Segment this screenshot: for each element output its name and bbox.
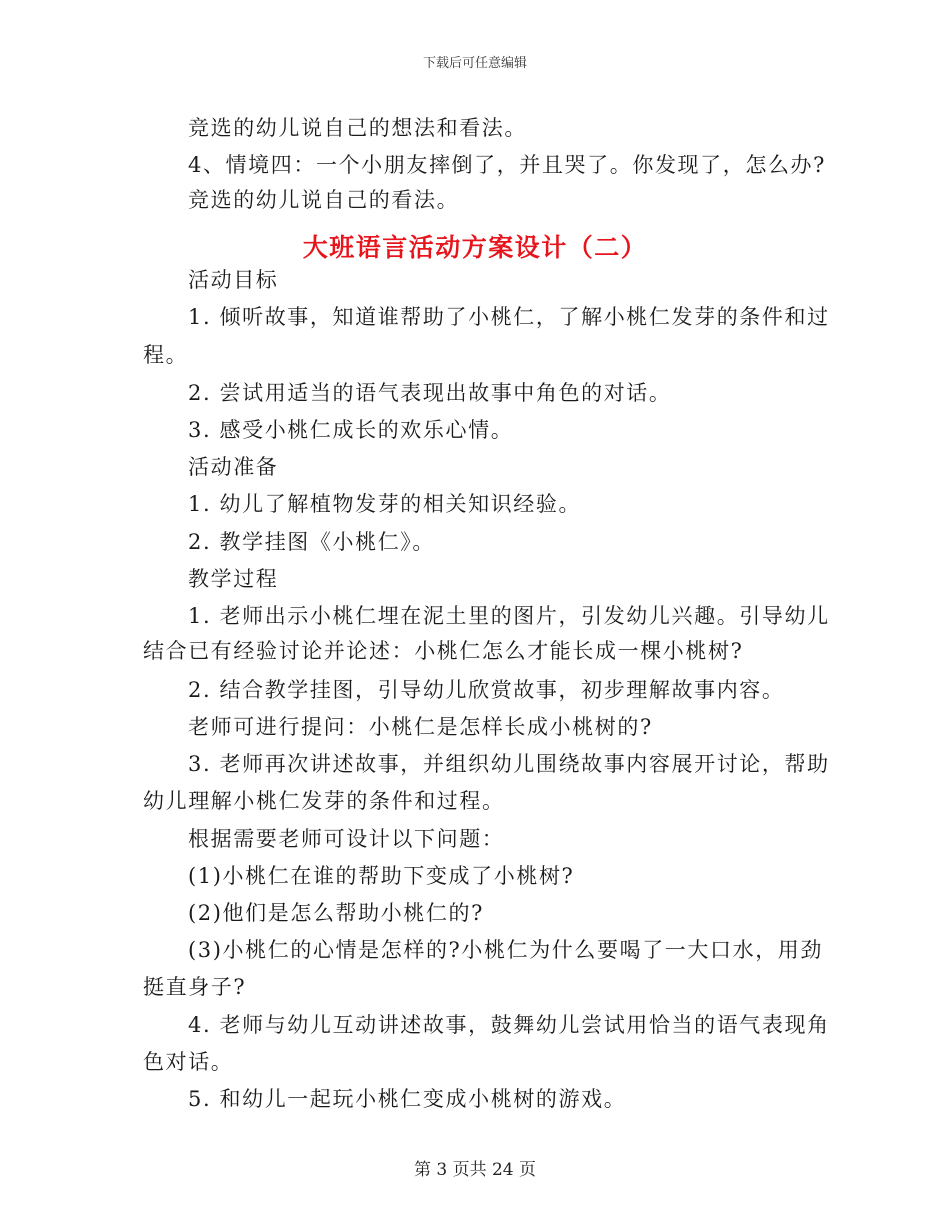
text-line: 4、情境四：一个小朋友摔倒了，并且哭了。你发现了，怎么办? — [188, 153, 827, 177]
text-line: 2. 尝试用适当的语气表现出故事中角色的对话。 — [188, 381, 672, 405]
section-heading: 活动目标 — [188, 268, 279, 292]
text-line: (2)他们是怎么帮助小桃仁的? — [188, 901, 485, 925]
text-line: 2. 结合教学挂图，引导幼儿欣赏故事，初步理解故事内容。 — [188, 678, 785, 702]
text-line: 3. 感受小桃仁成长的欢乐心情。 — [188, 418, 514, 442]
text-line: (3)小桃仁的心情是怎样的?小桃仁为什么要喝了一大口水，用劲 — [188, 938, 824, 962]
text-line: 1. 老师出示小桃仁埋在泥土里的图片，引发幼儿兴趣。引导幼儿 — [188, 604, 830, 628]
text-line: 2. 教学挂图《小桃仁》。 — [188, 530, 436, 554]
text-line: 竞选的幼儿说自己的看法。 — [188, 188, 460, 212]
text-line: 程。 — [143, 343, 189, 367]
text-line: 5. 和幼儿一起玩小桃仁变成小桃树的游戏。 — [188, 1087, 627, 1111]
page-header: 下载后可任意编辑 — [422, 56, 527, 71]
text-line: 老师可进行提问：小桃仁是怎样长成小桃树的? — [188, 715, 653, 739]
text-line: 1. 倾听故事，知道谁帮助了小桃仁，了解小桃仁发芽的条件和过 — [188, 305, 830, 329]
text-line: (1)小桃仁在谁的帮助下变成了小桃树? — [188, 864, 575, 888]
text-line: 4. 老师与幼儿互动讲述故事，鼓舞幼儿尝试用恰当的语气表现角 — [188, 1013, 830, 1037]
text-line: 幼儿理解小桃仁发芽的条件和过程。 — [143, 789, 505, 813]
text-line: 3. 老师再次讲述故事，并组织幼儿围绕故事内容展开讨论，帮助 — [188, 752, 830, 776]
text-line: 结合已有经验讨论并论述：小桃仁怎么才能长成一棵小桃树? — [143, 639, 744, 663]
section-heading: 教学过程 — [188, 567, 279, 591]
section-heading: 活动准备 — [188, 455, 279, 479]
page-footer: 第 3 页共 24 页 — [413, 1160, 537, 1180]
text-line: 1. 幼儿了解植物发芽的相关知识经验。 — [188, 492, 582, 516]
text-line: 挺直身子? — [143, 975, 247, 999]
section-title: 大班语言活动方案设计（二） — [302, 233, 648, 262]
text-line: 竞选的幼儿说自己的想法和看法。 — [188, 116, 527, 140]
text-line: 根据需要老师可设计以下问题： — [188, 827, 505, 851]
text-line: 色对话。 — [143, 1050, 234, 1074]
